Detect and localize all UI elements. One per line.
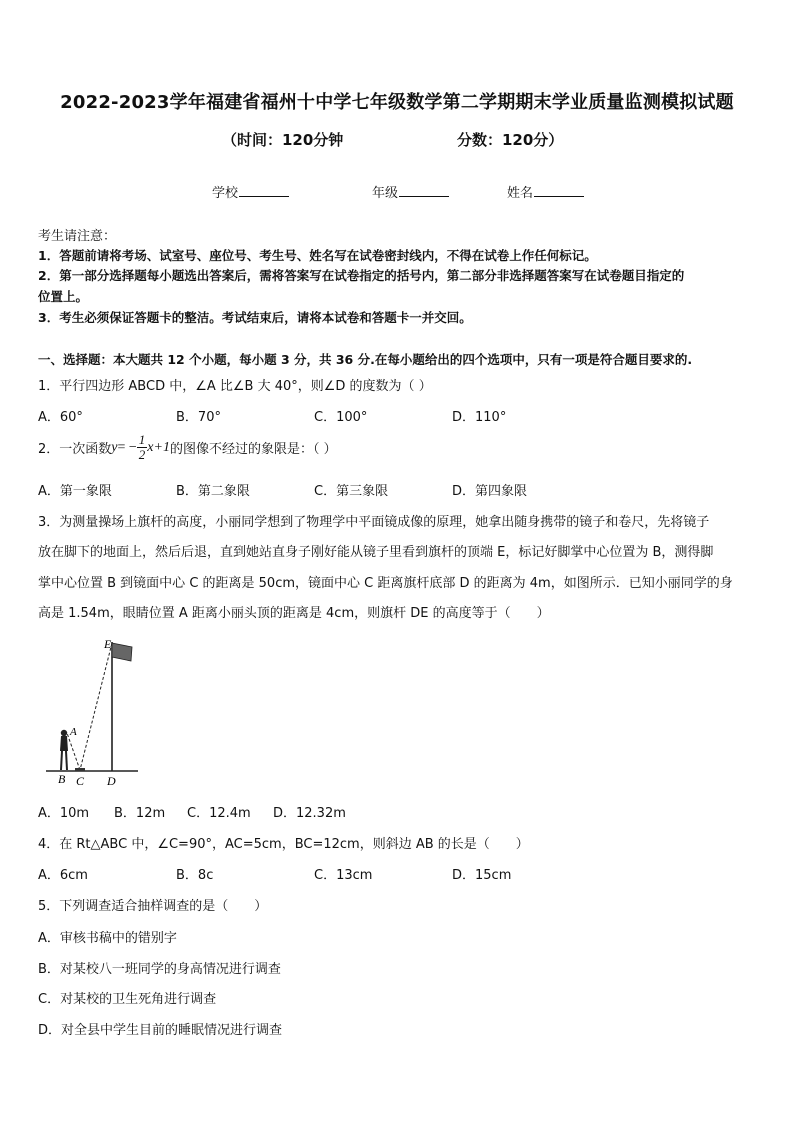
grade-label: 年级	[372, 186, 399, 201]
label-c: C	[76, 774, 85, 788]
question-3-line: 3．为测量操场上旗杆的高度，小丽同学想到了物理学中平面镜成像的原理，她拿出随身携带的镜子和卷尺，先将镜子	[38, 515, 710, 530]
question-4-option-a: A．6cm	[38, 868, 88, 883]
math-y: y	[111, 439, 118, 455]
question-5-stem: 5．下列调查适合抽样调查的是（ ）	[38, 899, 268, 914]
notice-item: 1．答题前请将考场、试室号、座位号、考生号、姓名写在试卷密封线内，不得在试卷上作任何标记。	[38, 248, 597, 263]
question-4-option-b: B．8c	[176, 868, 214, 883]
question-4-option-d: D．15cm	[452, 868, 512, 883]
question-3-option-d: D．12.32m	[273, 806, 346, 821]
math-x-plus-one: x+1	[147, 439, 170, 455]
sight-line-ec	[80, 643, 112, 770]
question-2-suffix: 的图像不经过的象限是：（ ）	[169, 442, 337, 457]
notice-item: 2．第一部分选择题每小题选出答案后，需将答案写在试卷指定的括号内，第二部分非选择题答案写在试卷题目指定的	[38, 268, 685, 283]
question-3-line: 掌中心位置 B 到镜面中心 C 的距离是 50cm，镜面中心 C 距离旗杆底部 D 的距离为 4m，如图所示．已知小丽同学的身	[38, 576, 733, 591]
mirror	[75, 768, 85, 771]
question-5-option-d: D．对全县中学生目前的睡眠情况进行调查	[38, 1023, 283, 1038]
name-field	[507, 182, 584, 201]
question-3-option-a: A．10m	[38, 806, 90, 821]
question-1-option-c: C．100°	[314, 410, 368, 425]
question-4-option-c: C．13cm	[314, 868, 373, 883]
flag-icon	[112, 643, 132, 661]
sight-line-ca	[67, 733, 80, 770]
school-blank	[239, 184, 289, 197]
grade-field	[372, 182, 449, 201]
notice-item: 位置上。	[38, 289, 89, 304]
school-label: 学校	[212, 186, 239, 201]
notice-title: 考生请注意：	[38, 229, 117, 244]
question-2-option-c: C．第三象限	[314, 484, 389, 499]
question-2-option-b: B．第二象限	[176, 484, 250, 499]
question-2-prefix: 2．一次函数	[38, 442, 112, 457]
flagpole-figure	[40, 630, 150, 790]
question-1-option-a: A．60°	[38, 410, 83, 425]
fraction-numerator: 1	[138, 432, 146, 447]
name-blank	[534, 184, 584, 197]
question-2-stem	[38, 433, 337, 462]
fraction-denominator: 2	[138, 447, 146, 462]
question-3-line: 高是 1.54m，眼睛位置 A 距离小丽头顶的距离是 4cm，则旗杆 DE 的高度等于（ ）	[38, 606, 550, 621]
question-3-option-c: C．12.4m	[187, 806, 251, 821]
question-1-stem: 1．平行四边形 ABCD 中，∠A 比∠B 大 40°，则∠D 的度数为（ ）	[38, 379, 432, 394]
question-3-option-b: B．12m	[114, 806, 166, 821]
grade-blank	[399, 184, 449, 197]
score-label: 分数：120分）	[457, 131, 564, 149]
section-heading: 一、选择题：本大题共 12 个小题，每小题 3 分，共 36 分.在每小题给出的四个选项中，只有一项是符合题目要求的.	[38, 352, 693, 367]
question-2-option-d: D．第四象限	[452, 484, 528, 499]
question-5-option-a: A．审核书稿中的错别字	[38, 931, 177, 946]
math-equals-minus: = −	[117, 439, 137, 455]
school-field	[212, 182, 289, 201]
question-5-option-c: C．对某校的卫生死角进行调查	[38, 992, 217, 1007]
question-3-line: 放在脚下的地面上，然后后退，直到她站直身子刚好能从镜子里看到旗杆的顶端 E，标记好脚掌中心位置为 B，测得脚	[38, 545, 714, 560]
exam-title: 2022-2023学年福建省福州十中学七年级数学第二学期期末学业质量监测模拟试题	[60, 92, 734, 113]
question-1-option-d: D．110°	[452, 410, 507, 425]
question-2-option-a: A．第一象限	[38, 484, 112, 499]
label-a: A	[70, 726, 77, 738]
label-d: D	[107, 774, 116, 788]
girl-figure	[60, 730, 68, 770]
label-e: E	[104, 637, 112, 651]
notice-item: 3．考生必须保证答题卡的整洁。考试结束后，请将本试卷和答题卡一并交回。	[38, 310, 472, 325]
question-5-option-b: B．对某校八一班同学的身高情况进行调查	[38, 962, 281, 977]
name-label: 姓名	[507, 186, 534, 201]
question-1-option-b: B．70°	[176, 410, 221, 425]
question-4-stem: 4．在 Rt△ABC 中，∠C=90°，AC=5cm，BC=12cm，则斜边 AB 的长是（ ）	[38, 837, 529, 852]
time-label: （时间：120分钟	[222, 131, 344, 149]
label-b: B	[58, 772, 66, 786]
fraction	[137, 433, 148, 462]
